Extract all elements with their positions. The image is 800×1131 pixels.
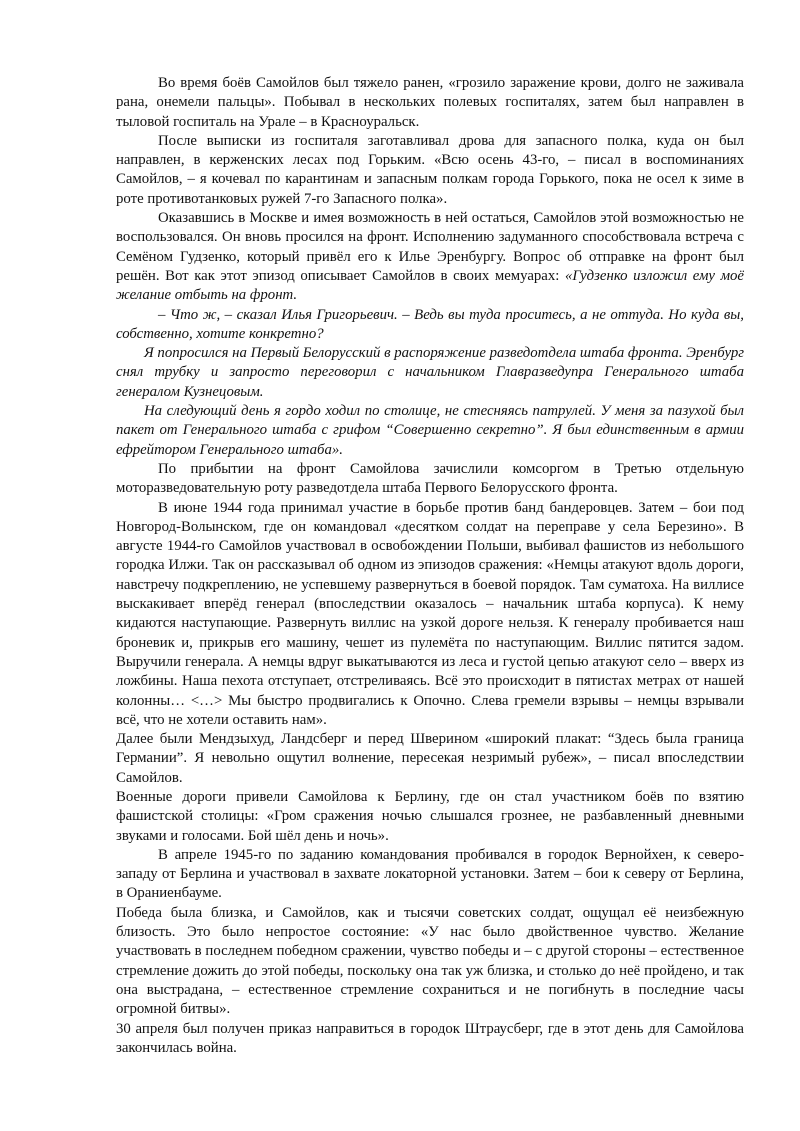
paragraph-10: Военные дороги привели Самойлова к Берлину, где он стал участником боёв по взятию фашистской столицы: «Гром сражения ночью слышался грознее, не разбавленный дневными звуками и голосами. Бой шёл день и ночь». — [116, 788, 744, 844]
paragraph-7: По прибытии на фронт Самойлова зачислили комсоргом в Третью отдельную моторазведовательную роту разведотдела штаба Первого Белорусского фронта. — [116, 460, 744, 497]
paragraph-2: После выписки из госпиталя заготавливал дрова для запасного полка, куда он был направлен, в керженских лесах под Горьким. «Всю осень 43-го, – писал в воспоминаниях Самойлов, – я кочевал по карантинам и запасным полкам города Горького, пока не осел к зиме в роте противотанковых ружей 7-го Запасного полка». — [116, 132, 744, 207]
paragraph-9: Далее были Мендзыхуд, Ландсберг и перед Шверином «широкий плакат: “Здесь была граница Германии”. Я невольно ощутил волнение, пересекая незримый рубеж», – писал впоследствии Самойлов. — [116, 731, 744, 786]
paragraph-3-italic-quote: «Гудзенко изложил ему моё желание отбыть на фронт. — [116, 267, 744, 304]
paragraph-6-quote: На следующий день я гордо ходил по столице, не стесняясь патрулей. У меня за пазухой был пакет от Генерального штаба с грифом “Совершенно секретно”. Я был единственным в армии ефрейтором Генерального штаба». — [116, 403, 744, 458]
paragraph-13: 30 апреля был получен приказ направиться в городок Штраусберг, где в этот день для Самойлова закончилась война. — [116, 1020, 744, 1056]
paragraph-4-quote: – Что ж, – сказал Илья Григорьевич. – Ведь вы туда проситесь, а не оттуда. Но куда вы, собственно, хотите конкретно? — [116, 306, 744, 342]
paragraph-3-body: Оказавшись в Москве и имея возможность в ней остаться, Самойлов этой возможностью не воспользовался. Он вновь просился на фронт. Исполнению задуманного способствовала встреча с Семёном Гудзенко, который привёл его к Илье Эренбургу. Вопрос об отправке на фронт был решён. Вот как этот эпизод описывает Самойлов в своих мемуарах: — [116, 210, 744, 284]
paragraph-11: В апреле 1945-го по заданию командования пробивался в городок Вернойхен, к северо-западу от Берлина и участвовал в захвате локаторной установки. Затем – бои к северу от Берлина, в Ораниенбауме. — [116, 846, 744, 902]
paragraph-3 — [116, 209, 744, 305]
paragraph-5-quote: Я попросился на Первый Белорусский в распоряжение разведотдела штаба фронта. Эренбург снял трубку и запросто переговорил с начальником Главразведупра Генерального штаба генералом Кузнецовым. — [116, 345, 745, 400]
paragraph-12: Победа была близка, и Самойлов, как и тысячи советских солдат, ощущал её неизбежную близость. Это было непростое состояние: «У нас было двойственное чувство. Желание участвовать в последнем победном сражении, чувство победы и – с другой стороны – естественное стремление дожить до этой победы, поскольку она так уж близка, и столько до неё пройдено, и так она выстрадана, – естественное стремление сохраниться и не погибнуть в последние часы огромной битвы». — [116, 904, 744, 1018]
document-page — [116, 74, 744, 1058]
paragraph-8: В июне 1944 года принимал участие в борьбе против банд бандеровцев. Затем – бои под Новгород-Волынском, где он командовал «десятком солдат на переправе у села Березино». В августе 1944-го Самойлов участвовал в освобождении Польши, выбивал фашистов из небольшого городка Илжи. Так он рассказывал об одном из эпизодов сражения: «Немцы атакуют вдоль дороги, навстречу подкреплению, не успевшему развернуться в боевой порядок. Там суматоха. На виллисе выскакивает вперёд генерал (впоследствии оказалось – начальник штаба корпуса). К нему кидаются наступающие. Развернуть виллис на узкой дороге нельзя. К генералу пробивается наш броневик и, прикрыв его машину, чешет из пулемёта по наступающим. Виллис пятится задом. Выручили генерала. А немцы вдруг выкатываются из леса и густой цепью атакуют село – вверх из ложбины. Наша пехота отступает, отстреливаясь. Всё это происходит в пятистах метрах от нашей колонны… <…> Мы быстро продвигались к Опочно. Слева гремели взрывы – немцы взрывали всё, что не хотели оставить нам». — [116, 499, 744, 728]
paragraph-3-text — [116, 210, 744, 303]
paragraph-1: Во время боёв Самойлов был тяжело ранен, «грозило заражение крови, долго не заживала рана, онемели пальцы». Побывал в нескольких полевых госпиталях, затем был направлен в тыловой госпиталь на Урале – в Красноуральск. — [116, 75, 744, 130]
